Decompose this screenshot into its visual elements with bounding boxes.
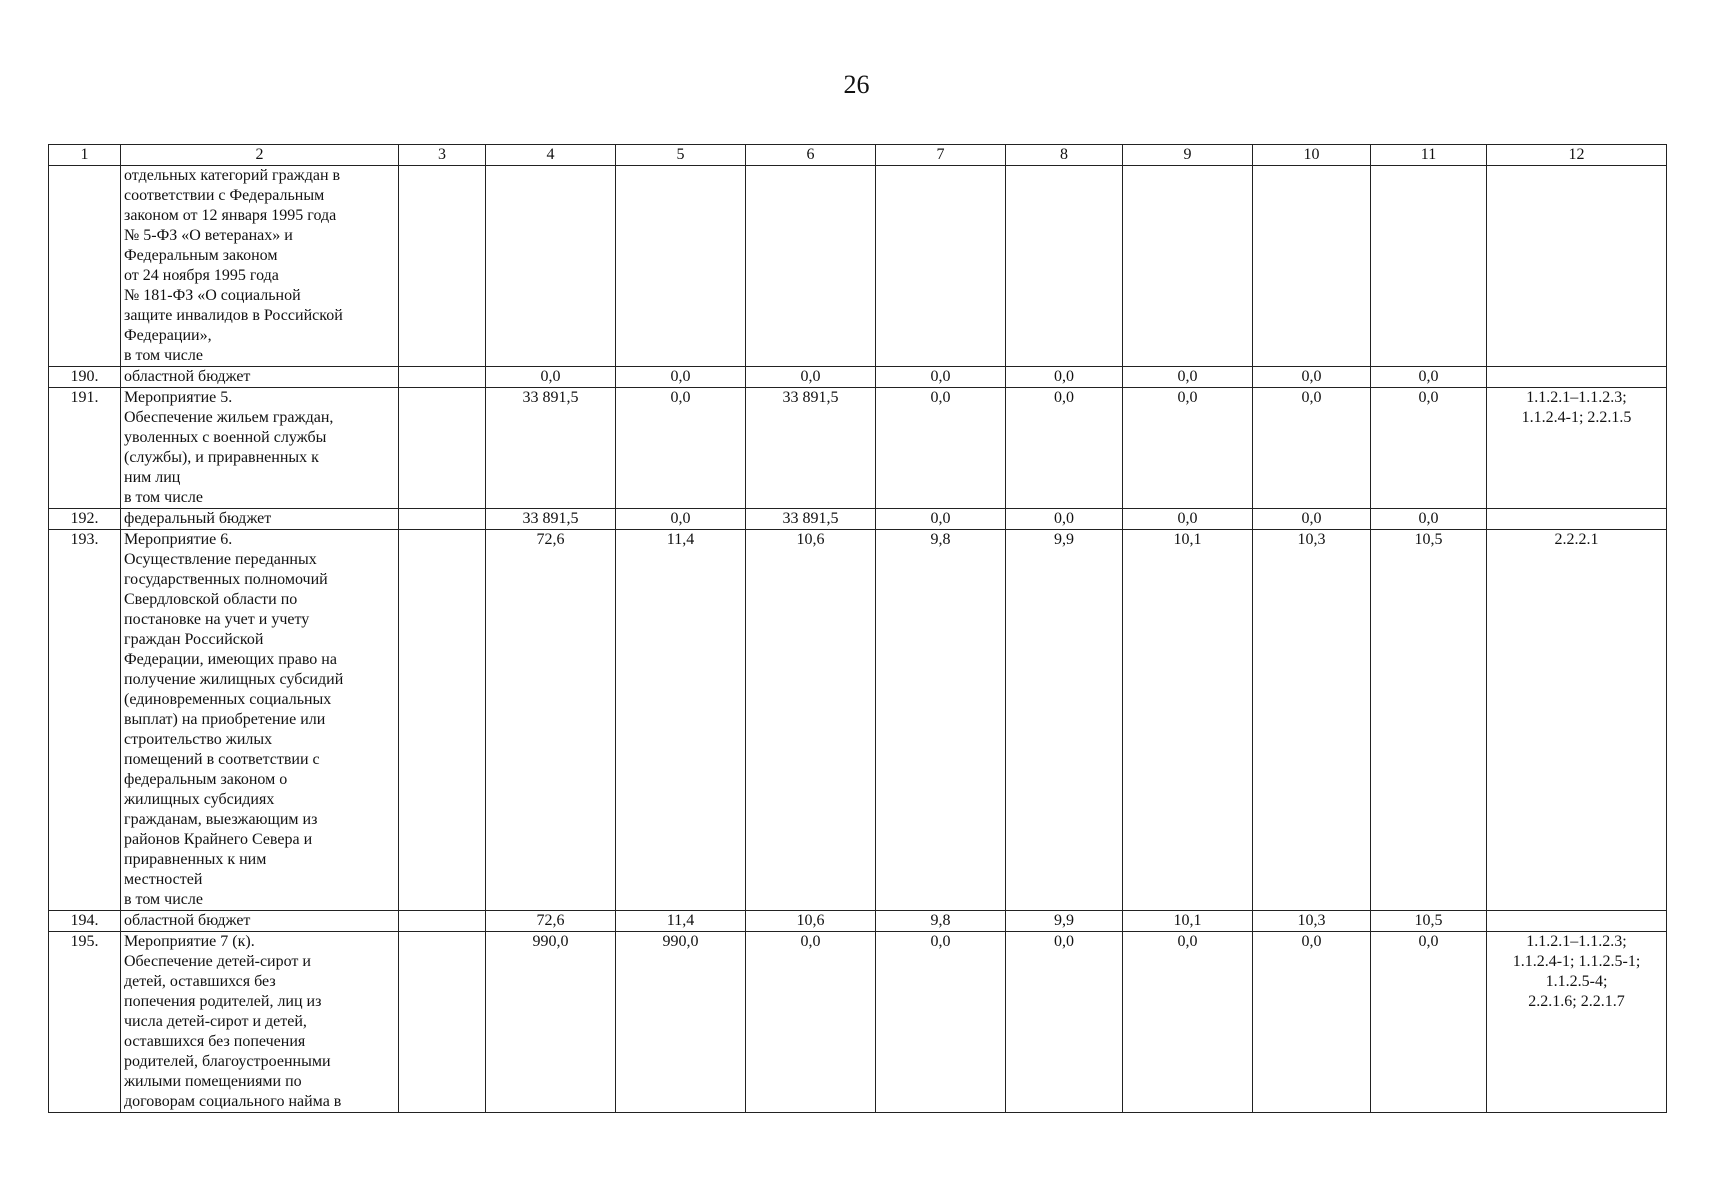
cell-value	[616, 166, 746, 367]
cell-value: 0,0	[1123, 367, 1253, 388]
cell-col3	[399, 911, 486, 932]
cell-ref: 1.1.2.1–1.1.2.3; 1.1.2.4-1; 2.2.1.5	[1487, 388, 1667, 509]
cell-value: 0,0	[876, 388, 1006, 509]
row-number	[49, 166, 121, 367]
table-row	[49, 509, 1667, 530]
cell-value: 0,0	[1006, 932, 1123, 1113]
table-row	[49, 932, 1667, 1113]
column-header: 9	[1123, 145, 1253, 166]
row-name: Мероприятие 5. Обеспечение жильем граждан, уволенных с военной службы (службы), и приравненных к ним лиц в том числе	[121, 388, 399, 509]
column-header: 11	[1371, 145, 1487, 166]
row-number: 195.	[49, 932, 121, 1113]
cell-value: 11,4	[616, 911, 746, 932]
cell-value: 33 891,5	[486, 509, 616, 530]
table-row	[49, 166, 1667, 367]
column-header: 4	[486, 145, 616, 166]
column-header: 2	[121, 145, 399, 166]
cell-value	[1123, 166, 1253, 367]
cell-value: 0,0	[1253, 932, 1371, 1113]
row-name: областной бюджет	[121, 911, 399, 932]
cell-value: 10,6	[746, 530, 876, 911]
cell-value: 0,0	[746, 932, 876, 1113]
cell-value: 9,9	[1006, 911, 1123, 932]
cell-value: 10,5	[1371, 911, 1487, 932]
cell-col3	[399, 166, 486, 367]
cell-ref: 1.1.2.1–1.1.2.3; 1.1.2.4-1; 1.1.2.5-1; 1.1.2.5-4; 2.2.1.6; 2.2.1.7	[1487, 932, 1667, 1113]
cell-value: 72,6	[486, 911, 616, 932]
cell-value: 9,8	[876, 911, 1006, 932]
cell-value	[1371, 166, 1487, 367]
cell-value: 33 891,5	[746, 388, 876, 509]
cell-value: 10,5	[1371, 530, 1487, 911]
cell-value: 0,0	[876, 509, 1006, 530]
row-name: федеральный бюджет	[121, 509, 399, 530]
cell-value: 0,0	[1123, 932, 1253, 1113]
cell-value: 10,3	[1253, 530, 1371, 911]
cell-value: 10,3	[1253, 911, 1371, 932]
cell-value: 10,1	[1123, 911, 1253, 932]
table-row	[49, 530, 1667, 911]
column-header: 10	[1253, 145, 1371, 166]
table-row	[49, 388, 1667, 509]
cell-value: 0,0	[616, 388, 746, 509]
column-header: 3	[399, 145, 486, 166]
page-number: 26	[843, 70, 870, 99]
program-table	[48, 144, 1667, 1113]
row-name: Мероприятие 7 (к). Обеспечение детей-сирот и детей, оставшихся без попечения родителей, лиц из числа детей-сирот и детей, оставшихся без попечения родителей, благоустроенными жилыми помещениями по договорам социального найма в	[121, 932, 399, 1113]
cell-value: 0,0	[876, 367, 1006, 388]
cell-value: 0,0	[1253, 367, 1371, 388]
cell-value: 0,0	[1123, 509, 1253, 530]
column-header: 12	[1487, 145, 1667, 166]
table-row	[49, 911, 1667, 932]
cell-value: 0,0	[616, 509, 746, 530]
cell-value: 0,0	[746, 367, 876, 388]
cell-value: 33 891,5	[746, 509, 876, 530]
cell-col3	[399, 509, 486, 530]
cell-value: 0,0	[1006, 367, 1123, 388]
cell-value: 33 891,5	[486, 388, 616, 509]
cell-value: 0,0	[876, 932, 1006, 1113]
cell-value: 990,0	[616, 932, 746, 1113]
cell-ref	[1487, 166, 1667, 367]
row-number: 191.	[49, 388, 121, 509]
cell-col3	[399, 932, 486, 1113]
cell-ref	[1487, 911, 1667, 932]
cell-col3	[399, 530, 486, 911]
cell-value: 0,0	[1123, 388, 1253, 509]
cell-ref	[1487, 367, 1667, 388]
row-name: областной бюджет	[121, 367, 399, 388]
cell-value: 0,0	[486, 367, 616, 388]
cell-value: 10,6	[746, 911, 876, 932]
cell-value: 0,0	[1253, 388, 1371, 509]
cell-col3	[399, 388, 486, 509]
cell-value: 10,1	[1123, 530, 1253, 911]
column-header: 6	[746, 145, 876, 166]
cell-value: 0,0	[616, 367, 746, 388]
table-row	[49, 367, 1667, 388]
column-header: 1	[49, 145, 121, 166]
cell-value	[1253, 166, 1371, 367]
cell-value: 9,8	[876, 530, 1006, 911]
cell-value: 72,6	[486, 530, 616, 911]
cell-value: 0,0	[1006, 509, 1123, 530]
cell-value: 0,0	[1371, 509, 1487, 530]
cell-ref	[1487, 509, 1667, 530]
column-header: 5	[616, 145, 746, 166]
cell-ref: 2.2.2.1	[1487, 530, 1667, 911]
cell-value: 0,0	[1371, 932, 1487, 1113]
cell-value	[1006, 166, 1123, 367]
cell-value: 0,0	[1253, 509, 1371, 530]
row-number: 193.	[49, 530, 121, 911]
column-header: 7	[876, 145, 1006, 166]
row-number: 194.	[49, 911, 121, 932]
cell-value: 0,0	[1371, 367, 1487, 388]
row-name: Мероприятие 6. Осуществление переданных государственных полномочий Свердловской области по постановке на учет и учету граждан Российской Федерации, имеющих право на получение жилищных субсидий (единовременных социальных выплат) на приобретение или строительство жилых помещений в соответствии с федеральным законом о жилищных субсидиях гражданам, выезжающим из районов Крайнего Севера и приравненных к ним местностей в том числе	[121, 530, 399, 911]
cell-value: 9,9	[1006, 530, 1123, 911]
row-number: 190.	[49, 367, 121, 388]
cell-value	[746, 166, 876, 367]
cell-value: 990,0	[486, 932, 616, 1113]
row-number: 192.	[49, 509, 121, 530]
column-number-row	[49, 145, 1667, 166]
cell-value: 11,4	[616, 530, 746, 911]
row-name: отдельных категорий граждан в соответствии с Федеральным законом от 12 января 1995 года № 5-ФЗ «О ветеранах» и Федеральным законом от 24 ноября 1995 года № 181-ФЗ «О социальной защите инвалидов в Российской Федерации», в том числе	[121, 166, 399, 367]
cell-value	[486, 166, 616, 367]
cell-value: 0,0	[1006, 388, 1123, 509]
cell-value: 0,0	[1371, 388, 1487, 509]
cell-value	[876, 166, 1006, 367]
cell-col3	[399, 367, 486, 388]
column-header: 8	[1006, 145, 1123, 166]
